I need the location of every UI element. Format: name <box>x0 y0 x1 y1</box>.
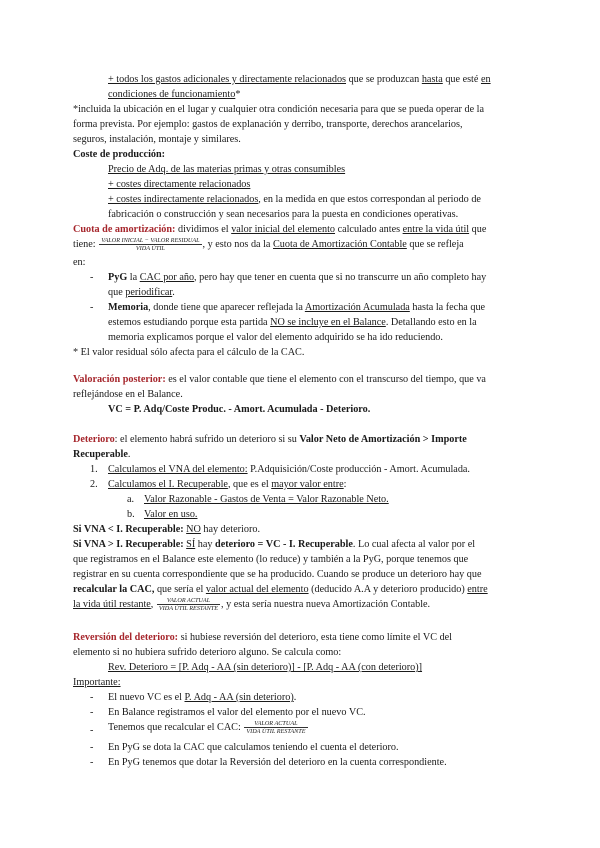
reversion-importante: Importante: <box>73 677 121 688</box>
reversion-title: Reversión del deterioro: <box>73 632 179 643</box>
valoracion-line-2: reflejándose en el Balance. <box>73 389 183 400</box>
bullet-marker: - <box>90 757 94 768</box>
reversion-formula: Rev. Deterioro = [P. Adq - AA (sin deterioro)] - [P. Adq - AA (con deterioro)] <box>108 662 423 673</box>
cuota-note: * El valor residual sólo afecta para el cálculo de la CAC. <box>73 347 305 358</box>
bullet-marker: - <box>90 272 94 283</box>
deterioro-title: Deterioro <box>73 434 115 445</box>
deterioro-line-s5: recalcular la CAC, que sería el valor actual del elemento (deducido A.A y deterioro producido) entre <box>73 584 488 595</box>
cuota-bullet-memoria-cont: estemos estudiando porque esta partida NO se incluye en el Balance. Detallando esto en la <box>108 317 477 328</box>
deterioro-line-2: Recuperable. <box>73 449 131 460</box>
cuota-bullet-memoria-cont2: memoria explicamos porque el valor del elemento adquirido se ha ido reduciendo. <box>108 332 443 343</box>
cuota-line-2: tiene: $\frac{\text{VALOR INICIAL − VALOR RESIDUAL}}{\text{VIDA ÚTIL}}$ , y esto nos da la Cuota de Amortización Contable que se refleja <box>73 237 464 253</box>
deterioro-si-mayor: Si VNA > I. Recuperable: SÍ hay deterioro = VC - I. Recuperable. Lo cual afecta al valor por el <box>73 539 476 550</box>
reversion-item-1: El nuevo VC es el P. Adq - AA (sin deterioro). <box>108 692 297 703</box>
coste-line-2: + costes directamente relacionados <box>108 179 251 190</box>
bullet-marker: - <box>90 692 94 703</box>
deterioro-line-s6: la vida útil restante, $\frac{\text{VALOR ACTUAL}}{\text{VIDA ÚTIL RESTANTE}}$ , y esta sería nuestra nueva Amortización Contable. <box>73 597 431 613</box>
top-line-3: *incluida la ubicación en el lugar y cualquier otra condición necesaria para que se pueda operar de la <box>73 104 484 115</box>
deterioro-step-1: Calculamos el VNA del elemento: P.Adquisición/Coste producción - Amort. Acumulada. <box>108 464 470 475</box>
cuota-line-3: en: <box>73 257 86 268</box>
cuota-bullet-pyg-cont: que periodificar. <box>108 287 175 298</box>
list-letter: a. <box>127 494 135 505</box>
list-number: 1. <box>90 464 98 475</box>
deterioro-line-1: Deterioro: el elemento habrá sufrido un deterioro si su Valor Neto de Amortización > Importe <box>73 434 467 445</box>
coste-line-3: + costes indirectamente relacionados, en la medida en que estos correspondan al periodo de <box>108 194 481 205</box>
cuota-bullet-memoria: Memoria, donde tiene que aparecer reflejada la Amortización Acumulada hasta la fecha que <box>108 302 486 313</box>
valoracion-line-1: Valoración posterior: es el valor contable que tiene el elemento con el transcurso del tiempo, que va <box>73 374 486 385</box>
cuota-fraction: $\frac{\text{VALOR INICIAL − VALOR RESIDUAL}}{\text{VIDA ÚTIL}}$ <box>101 237 200 253</box>
deterioro-step-2a: Valor Razonable - Gastos de Venta = Valor Razonable Neto. <box>144 494 389 505</box>
deterioro-line-s3: que registramos en el Balance este elemento (lo reduce) y también a la PyG, porque tenemos que <box>73 554 469 565</box>
bullet-marker: - <box>90 725 94 736</box>
deterioro-fraction: $\frac{\text{VALOR ACTUAL}}{\text{VIDA ÚTIL RESTANTE}}$ <box>158 597 219 613</box>
reversion-item-4: En PyG se dota la CAC que calculamos teniendo el cuenta el deterioro. <box>108 742 399 753</box>
reversion-item-5: En PyG tenemos que dotar la Reversión del deterioro en la cuenta correspondiente. <box>108 757 447 768</box>
reversion-item-2: En Balance registramos el valor del elemento por el nuevo VC. <box>108 707 366 718</box>
top-line-2: condiciones de funcionamiento* <box>108 89 241 100</box>
valoracion-title: Valoración posterior: <box>73 374 166 385</box>
deterioro-step-2: Calculamos el I. Recuperable, que es el mayor valor entre: <box>108 479 347 490</box>
bullet-marker: - <box>90 742 94 753</box>
list-number: 2. <box>90 479 98 490</box>
top-line-5: seguros, instalación, montaje y similares. <box>73 134 241 145</box>
top-line-4: forma prevista. Por ejemplo: gastos de explanación y derribo, transporte, derechos arancelarios, <box>73 119 463 130</box>
list-letter: b. <box>127 509 135 520</box>
cuota-title: Cuota de amortización: <box>73 224 176 235</box>
cuota-bullet-pyg: PyG la CAC por año, pero hay que tener en cuenta que si no transcurre un año completo hay <box>108 272 487 283</box>
coste-title: Coste de producción: <box>73 149 166 160</box>
bullet-marker: - <box>90 302 94 313</box>
cuota-line-1: Cuota de amortización: dividimos el valor inicial del elemento calculado antes entre la vida útil que <box>73 224 487 235</box>
deterioro-line-s4: registrar en su cuenta correspondiente que se ha producido. Cuando se produce un deterioro hay que <box>73 569 482 580</box>
top-line-1: + todos los gastos adicionales y directamente relacionados que se produzcan hasta que esté en <box>108 74 491 85</box>
deterioro-si-menor: Si VNA < I. Recuperable: NO hay deterioro. <box>73 524 260 535</box>
coste-line-4: fabricación o construcción y sean necesarios para la puesta en condiciones operativas. <box>108 209 459 220</box>
reversion-item-3: Tenemos que recalcular el CAC: $\frac{\text{VALOR ACTUAL}}{\text{VIDA ÚTIL RESTANTE}}$ <box>108 720 306 736</box>
reversion-line-1: Reversión del deterioro: si hubiese reversión del deterioro, esta tiene como límite el VC del <box>73 632 453 643</box>
bullet-marker: - <box>90 707 94 718</box>
reversion-fraction: $\frac{\text{VALOR ACTUAL}}{\text{VIDA ÚTIL RESTANTE}}$ <box>246 720 306 736</box>
valoracion-formula: VC = P. Adq/Coste Produc. - Amort. Acumulada - Deterioro. <box>108 404 371 415</box>
coste-line-1: Precio de Adq. de las materias primas y otras consumibles <box>108 164 346 175</box>
reversion-line-2: elemento si no hubiera sufrido deterioro alguno. Se calcula como: <box>73 647 342 658</box>
deterioro-step-2b: Valor en uso. <box>144 509 198 520</box>
